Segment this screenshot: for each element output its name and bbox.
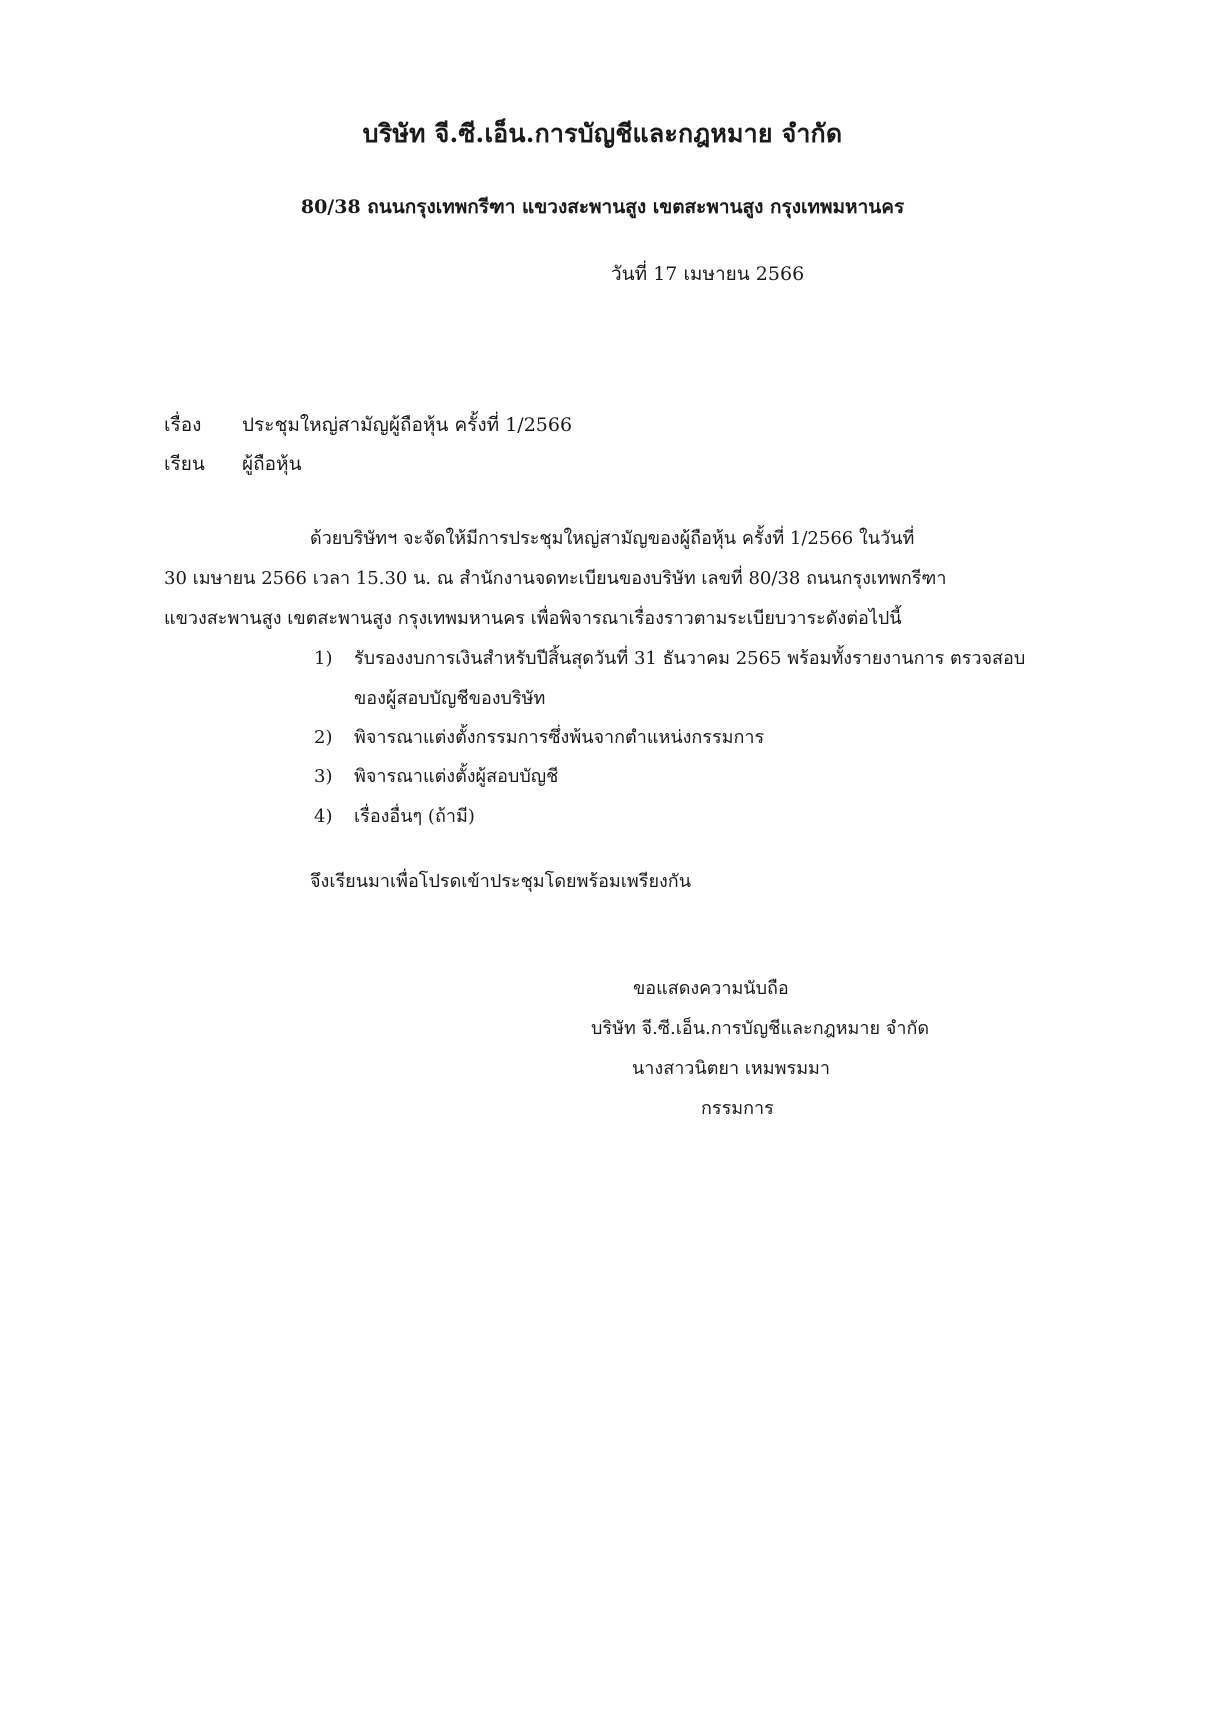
company-address: 80/38 ถนนกรุงเทพกรีฑา แขวงสะพานสูง เขตสะพานสูง กรุงเทพมหานคร (300, 196, 905, 218)
agenda-number: 4) (314, 806, 333, 827)
document-date: วันที่ 17 เมษายน 2566 (611, 263, 805, 285)
subject-value: ประชุมใหญ่สามัญผู้ถือหุ้น ครั้งที่ 1/2566 (242, 414, 573, 436)
agenda-text: รับรองงบการเงินสำหรับปีสิ้นสุดวันที่ 31 ธันวาคม 2565 พร้อมทั้งรายงานการ ตรวจสอบ (354, 648, 1026, 669)
closing-sentence: จึงเรียนมาเพื่อโปรดเข้าประชุมโดยพร้อมเพรียงกัน (310, 871, 692, 892)
agenda-number: 3) (314, 766, 333, 787)
agenda-number: 2) (314, 727, 333, 748)
body-line-3: แขวงสะพานสูง เขตสะพานสูง กรุงเทพมหานคร เพื่อพิจารณาเรื่องราวตามระเบียบวาระดังต่อไปนี้ (164, 608, 902, 629)
agenda-text: เรื่องอื่นๆ (ถ้ามี) (354, 806, 475, 827)
body-line-2: 30 เมษายน 2566 เวลา 15.30 น. ณ สำนักงานจดทะเบียนของบริษัท เลขที่ 80/38 ถนนกรุงเทพกรีฑา (164, 568, 947, 589)
agenda-item-3 (314, 761, 558, 790)
agenda-text: พิจารณาแต่งตั้งกรรมการซึ่งพ้นจากตำแหน่งกรรมการ (354, 727, 765, 748)
agenda-text: พิจารณาแต่งตั้งผู้สอบบัญชี (354, 766, 559, 787)
agenda-item-1 (314, 643, 1025, 672)
subject-row (164, 410, 572, 440)
body-line-1: ด้วยบริษัทฯ จะจัดให้มีการประชุมใหญ่สามัญของผู้ถือหุ้น ครั้งที่ 1/2566 ในวันที่ (310, 528, 915, 549)
agenda-item-2 (314, 722, 764, 751)
agenda-number: 1) (314, 648, 333, 669)
recipient-value: ผู้ถือหุ้น (242, 453, 302, 475)
signature-regards: ขอแสดงความนับถือ (633, 978, 789, 999)
subject-label: เรื่อง (164, 414, 202, 436)
recipient-label: เรียน (164, 453, 205, 475)
signature-name: นางสาวนิตยา เหมพรมมา (632, 1058, 831, 1079)
company-title: บริษัท จี.ซี.เอ็น.การบัญชีและกฎหมาย จำกัด (362, 119, 843, 148)
agenda-item-1-continuation: ของผู้สอบบัญชีของบริษัท (354, 688, 546, 709)
signature-company: บริษัท จี.ซี.เอ็น.การบัญชีและกฎหมาย จำกัด (591, 1018, 930, 1039)
agenda-item-4 (314, 801, 475, 830)
recipient-row (164, 449, 302, 479)
signature-position: กรรมการ (701, 1098, 774, 1119)
